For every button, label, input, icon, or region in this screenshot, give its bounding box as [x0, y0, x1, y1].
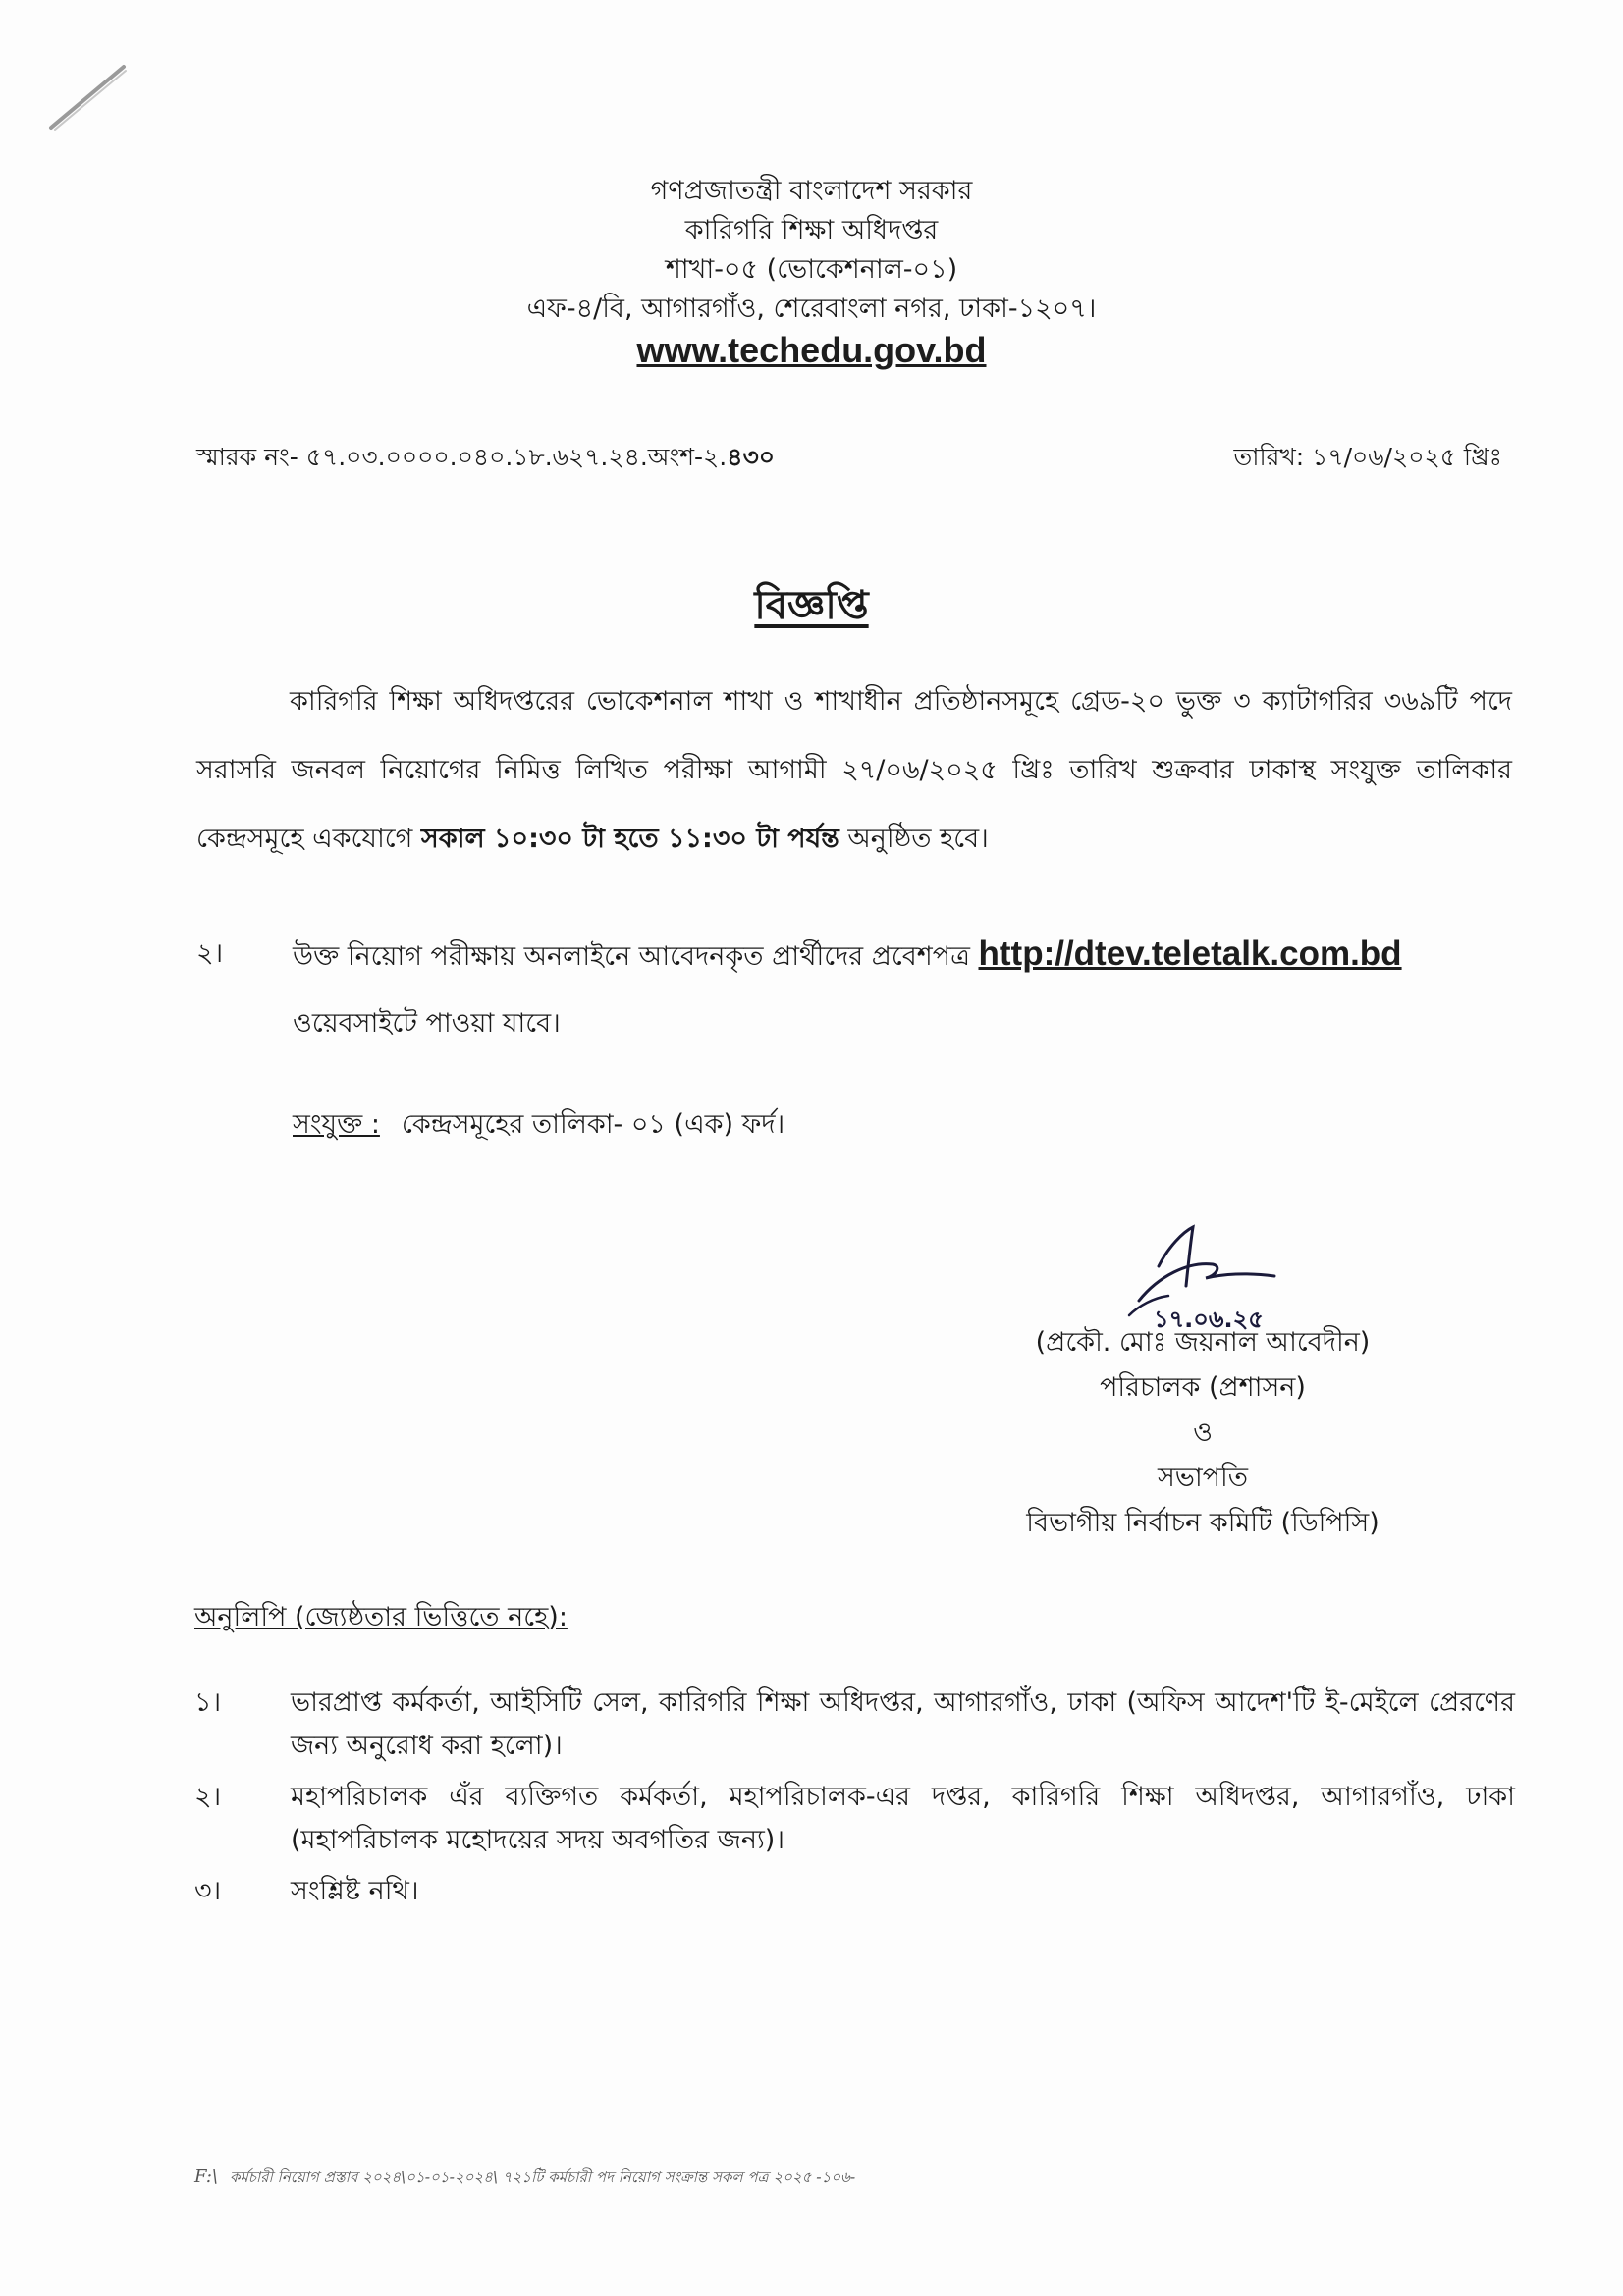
list-item-number: ২।: [194, 1782, 222, 1812]
branch-name: শাখা-০৫ (ভোকেশনাল-০১): [665, 254, 958, 285]
list-item-number: ১।: [194, 1687, 222, 1718]
signature-date: ১৭.০৬.২৫: [1154, 1306, 1264, 1333]
signatory-designation: পরিচালক (প্রশাসন): [1100, 1372, 1306, 1403]
list-item: [194, 1682, 1515, 1768]
enclosure-text: কেন্দ্রসমূহের তালিকা- ০১ (এক) ফর্দ।: [401, 1109, 785, 1140]
memo-number-prefix: স্মারক নং- ৫৭.০৩.০০০০.০৪০.১৮.৬২৭.২৪.অংশ-২.: [196, 443, 728, 471]
signatory-name: (প্রকৌ. মোঃ জয়নাল আবেদীন): [1035, 1327, 1371, 1358]
website-link[interactable]: www.techedu.gov.bd: [636, 330, 987, 370]
paragraph-1-text-b: অনুষ্ঠিত হবে।: [839, 824, 989, 854]
footer-text: কর্মচারী নিয়োগ প্রস্তাব ২০২৪\০১-০১-২০২৪\ ৭২১টি কর্মচারী পদ নিয়োগ সংক্রান্ত সকল পত্র ২০২৫ -১০৬-: [229, 2168, 856, 2186]
paragraph-2-text-b: ওয়েবসাইটে পাওয়া যাবে।: [293, 1008, 561, 1039]
file-path-footer: [194, 2166, 855, 2191]
list-item-number: ৩।: [194, 1876, 222, 1906]
paragraph-1: [196, 667, 1512, 874]
footer-drive-code: F:\: [194, 2166, 218, 2187]
signatory-conjunction: ও: [1193, 1417, 1213, 1448]
exam-time: সকাল ১০:৩০ টা হতে ১১:৩০ টা পর্যন্ত: [420, 824, 839, 854]
copy-to-heading: অনুলিপি (জ্যেষ্ঠতার ভিত্তিতে নহে):: [194, 1602, 568, 1632]
letterhead: [0, 172, 1623, 370]
list-item-text: সংশ্লিষ্ট নথি।: [291, 1876, 419, 1906]
memo-number-suffix: ৪৩০: [727, 443, 775, 471]
list-item: [194, 1870, 1515, 1913]
handwritten-signature: [1100, 1207, 1296, 1335]
government-name: গণপ্রজাতন্ত্রী বাংলাদেশ সরকার: [650, 176, 973, 206]
list-item-text: মহাপরিচালক এঁর ব্যক্তিগত কর্মকর্তা, মহাপরিচালক-এর দপ্তর, কারিগরি শিক্ষা অধিদপ্তর, আগারগাঁও, ঢাকা (মহাপরিচালক মহোদয়ের সদয় অবগতির জন্য)।: [291, 1782, 1515, 1855]
paragraph-1-text-a: কারিগরি শিক্ষা অধিদপ্তরের ভোকেশনাল শাখা ও শাখাধীন প্রতিষ্ঠানসমূহে গ্রেড-২০ ভুক্ত ৩ ক্যাটাগরির ৩৬৯টি পদে সরাসরি জনবল নিয়োগের নিমিত্ত লিখিত পরীক্ষা আগামী ২৭/০৬/২০২৫ খ্রিঃ তারিখ শুক্রবার ঢাকাস্থ সংযুক্ত তালিকার কেন্দ্রসমূহে একযোগে: [196, 686, 1512, 854]
notice-title-text: বিজ্ঞপ্তি: [754, 583, 869, 628]
paragraph-2-number: ২।: [196, 938, 224, 969]
department-name: কারিগরি শিক্ষা অধিদপ্তর: [684, 215, 939, 245]
enclosure-label: সংযুক্ত :: [293, 1109, 380, 1140]
signatory-block: [982, 1320, 1424, 1546]
list-item: [194, 1776, 1515, 1862]
paragraph-2-text-a: উক্ত নিয়োগ পরীক্ষায় অনলাইনে আবেদনকৃত প্রার্থীদের প্রবেশপত্র: [293, 941, 979, 972]
memo-date: তারিখ: ১৭/০৬/২০২৫ খ্রিঃ: [1233, 443, 1502, 471]
pen-mark-icon: [43, 59, 132, 137]
signatory-committee: বিভাগীয় নির্বাচন কমিটি (ডিপিসি): [1026, 1508, 1380, 1538]
admit-card-link[interactable]: http://dtev.teletalk.com.bd: [978, 934, 1402, 973]
enclosure: [293, 1105, 784, 1145]
signatory-role: সভাপতি: [1157, 1463, 1249, 1493]
memo-number: [196, 440, 775, 475]
notice-title: [0, 574, 1623, 640]
list-item-text: ভারপ্রাপ্ত কর্মকর্তা, আইসিটি সেল, কারিগরি শিক্ষা অধিদপ্তর, আগারগাঁও, ঢাকা (অফিস আদেশ'টি ই-মেইলে প্রেরণের জন্য অনুরোধ করা হলো)।: [291, 1687, 1515, 1761]
copy-to-list: [194, 1682, 1515, 1913]
paragraph-2-body: [293, 921, 1512, 1057]
office-address: এফ-৪/বি, আগারগাঁও, শেরেবাংলা নগর, ঢাকা-১২০৭।: [526, 294, 1097, 324]
